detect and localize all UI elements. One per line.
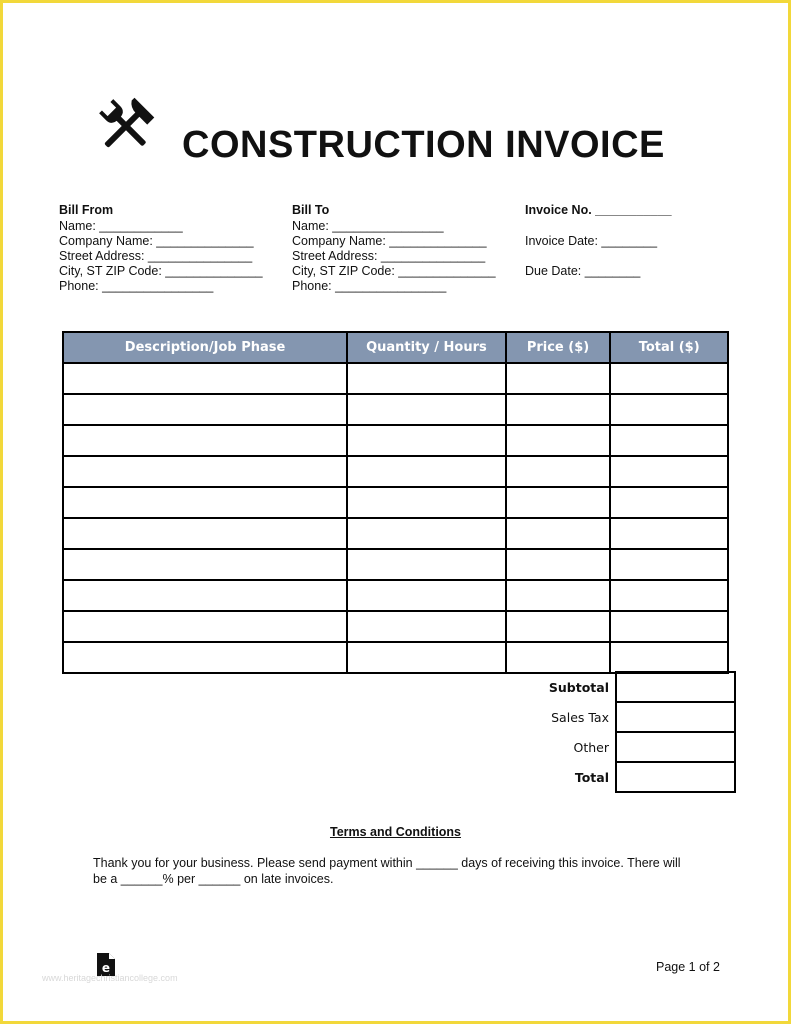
quantity-cell[interactable] [347,425,506,456]
description-cell[interactable] [63,487,347,518]
subtotal-row [518,672,735,702]
bill-from-company[interactable]: Company Name: ______________ [59,234,254,248]
table-row [63,394,728,425]
total-cell[interactable] [610,487,728,518]
invoice-number[interactable]: Invoice No. ___________ [525,203,672,217]
table-row [63,425,728,456]
bill-to-company[interactable]: Company Name: ______________ [292,234,487,248]
description-cell[interactable] [63,456,347,487]
totals-table [518,671,736,793]
bill-from-city[interactable]: City, ST ZIP Code: ______________ [59,264,263,278]
total-cell[interactable] [610,580,728,611]
total-cell[interactable] [610,642,728,673]
table-row [63,549,728,580]
other-row [518,732,735,762]
total-row [518,762,735,792]
sales-tax-field[interactable] [616,702,735,732]
price-cell[interactable] [506,642,611,673]
invoice-info-section [525,203,672,279]
watermark: www.heritagechristiancollege.com [42,973,178,983]
line-items-table [62,331,729,674]
svg-text:e: e [101,961,111,975]
quantity-cell[interactable] [347,642,506,673]
bill-to-name[interactable]: Name: ________________ [292,219,444,233]
subtotal-label: Subtotal [548,679,609,695]
terms-body: Thank you for your business. Please send payment within ______ days of receiving this invoice. There will be a ______% per ______ on late invoices. [93,856,681,886]
sales-tax-label: Sales Tax [551,709,609,725]
other-label: Other [573,739,609,755]
bill-to-section [292,203,496,294]
description-cell[interactable] [63,580,347,611]
quantity-cell[interactable] [347,549,506,580]
sales-tax-row [518,702,735,732]
table-row [63,611,728,642]
total-cell[interactable] [610,363,728,394]
total-cell[interactable] [610,425,728,456]
bill-to-city[interactable]: City, ST ZIP Code: ______________ [292,264,496,278]
price-cell[interactable] [506,394,611,425]
total-cell[interactable] [610,518,728,549]
total-cell[interactable] [610,394,728,425]
quantity-cell[interactable] [347,363,506,394]
price-cell[interactable] [506,580,611,611]
page-title: CONSTRUCTION INVOICE [182,124,665,166]
due-date[interactable]: Due Date: ________ [525,264,641,278]
quantity-cell[interactable] [347,611,506,642]
description-cell[interactable] [63,549,347,580]
other-field[interactable] [616,732,735,762]
price-cell[interactable] [506,456,611,487]
subtotal-field[interactable] [616,672,735,702]
table-row [63,363,728,394]
hammer-wrench-icon [94,94,158,158]
bill-from-section [59,203,263,294]
description-cell[interactable] [63,425,347,456]
total-label: Total [574,769,609,785]
description-cell[interactable] [63,642,347,673]
quantity-cell[interactable] [347,487,506,518]
column-header-price: Price ($) [506,332,611,363]
bill-to-street[interactable]: Street Address: _______________ [292,249,486,263]
quantity-cell[interactable] [347,394,506,425]
terms-title: Terms and Conditions [329,825,462,839]
price-cell[interactable] [506,549,611,580]
column-header-quantity: Quantity / Hours [347,332,506,363]
price-cell[interactable] [506,487,611,518]
total-field[interactable] [616,762,735,792]
description-cell[interactable] [63,611,347,642]
bill-from-heading: Bill From [59,203,114,217]
price-cell[interactable] [506,425,611,456]
price-cell[interactable] [506,518,611,549]
price-cell[interactable] [506,611,611,642]
column-header-total: Total ($) [610,332,728,363]
bill-to-heading: Bill To [292,203,330,217]
quantity-cell[interactable] [347,456,506,487]
invoice-date[interactable]: Invoice Date: ________ [525,234,658,248]
bill-from-phone[interactable]: Phone: ________________ [59,279,214,293]
price-cell[interactable] [506,363,611,394]
bill-to-phone[interactable]: Phone: ________________ [292,279,447,293]
table-header-row [63,332,728,363]
column-header-description: Description/Job Phase [63,332,347,363]
table-row [63,456,728,487]
table-row [63,642,728,673]
description-cell[interactable] [63,518,347,549]
total-cell[interactable] [610,611,728,642]
table-row [63,487,728,518]
total-cell[interactable] [610,549,728,580]
page-number: Page 1 of 2 [656,960,720,974]
bill-from-street[interactable]: Street Address: _______________ [59,249,253,263]
total-cell[interactable] [610,456,728,487]
description-cell[interactable] [63,363,347,394]
table-row [63,518,728,549]
bill-from-name[interactable]: Name: ____________ [59,219,183,233]
table-row [63,580,728,611]
quantity-cell[interactable] [347,580,506,611]
quantity-cell[interactable] [347,518,506,549]
description-cell[interactable] [63,394,347,425]
